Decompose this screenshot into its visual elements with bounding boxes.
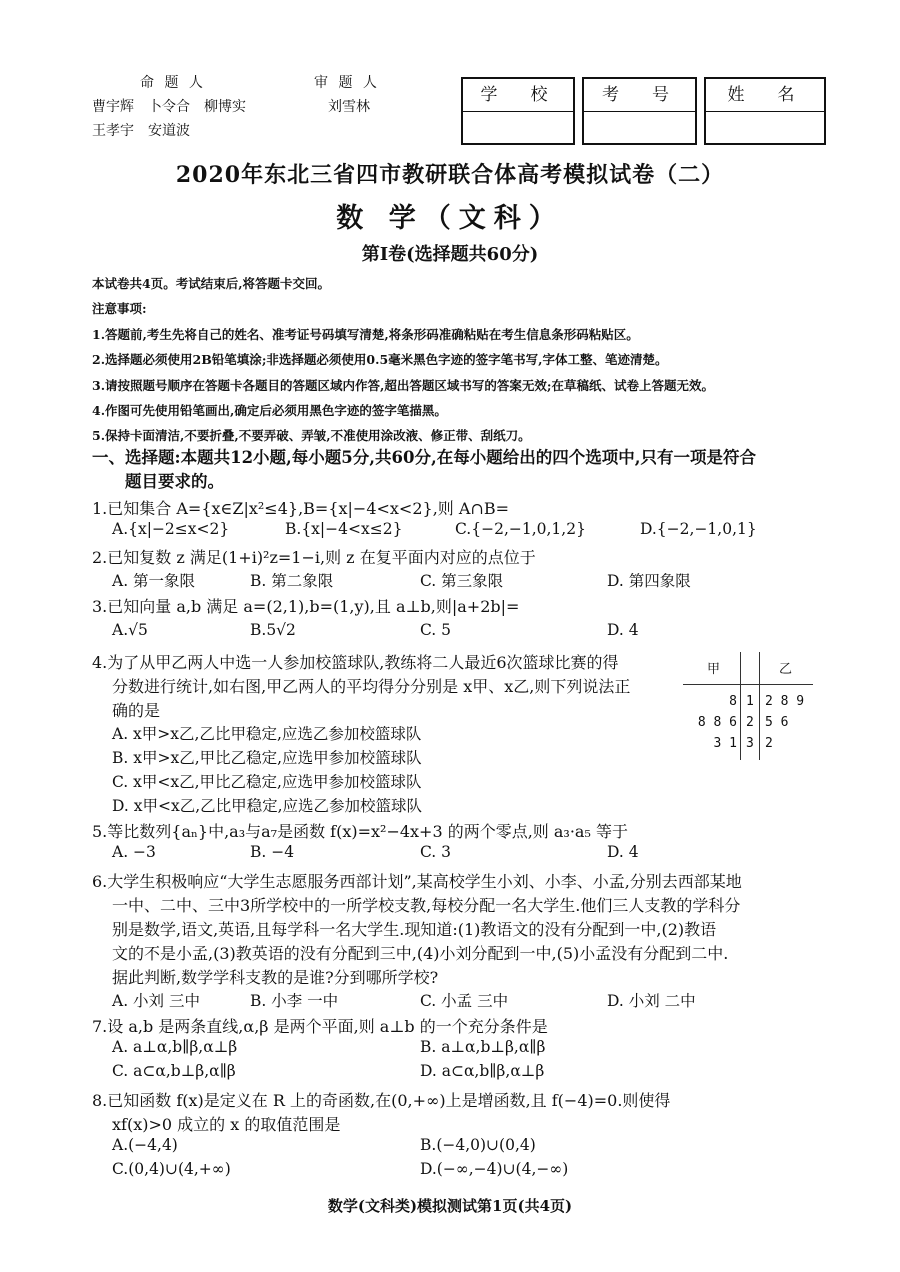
reviewer-label: 审 题 人 [314,75,380,91]
name-label: 姓 名 [706,79,824,112]
plot-divider-right [759,652,760,760]
plot-row2-left: 8 8 6 [697,715,737,730]
plot-row1-right: 2 8 9 [765,694,805,709]
plot-row2-stem: 2 [746,715,754,730]
q1-option-c: C.{−2,−1,0,1,2} [455,520,586,538]
note-item: 3.请按照题号顺序在答题卡各题目的答题区域内作答,超出答题区域书写的答案无效;在草稿纸、试卷上答题无效。 [92,378,715,393]
q8-option-d: D.(−∞,−4)∪(4,−∞) [420,1160,569,1178]
plot-row3-right: 2 [765,736,773,751]
q1-option-a: A.{x|−2≤x<2} [112,520,230,538]
reviewer-name: 刘雪林 [328,99,370,115]
q6-option-b: B. 小李 一中 [250,992,339,1010]
section-heading [92,446,812,494]
q5-option-d: D. 4 [607,843,639,861]
exam-number-label: 考 号 [584,79,695,112]
q6-option-c: C. 小孟 三中 [420,992,509,1010]
plot-row1-stem: 1 [746,694,754,709]
student-info-boxes [461,77,826,145]
q7-option-d: D. a⊂α,b∥β,α⊥β [420,1062,545,1080]
q3-stem: 3.已知向量 a,b 满足 a=(2,1),b=(1,y),且 a⊥b,则|a+2b|= [92,597,520,616]
q6-line1: 6.大学生积极响应“大学生志愿服务西部计划”,某高校学生小刘、小李、小孟,分别去西部某地 [92,872,742,891]
plot-right-label: 乙 [779,662,793,677]
q8-stem-line1: 8.已知函数 f(x)是定义在 R 上的奇函数,在(0,+∞)上是增函数,且 f(−4)=0.则使得 [92,1091,671,1110]
q3-option-b: B.5√2 [250,621,296,639]
q8-option-b: B.(−4,0)∪(0,4) [420,1136,536,1154]
plot-row3-stem: 3 [746,736,754,751]
q6-line3: 别是数学,语文,英语,且每学科一名大学生.现知道:(1)教语文的没有分配到一中,(2)教语 [112,920,717,939]
plot-row1-left: 8 [729,694,737,709]
q3-option-d: D. 4 [607,621,639,639]
notes-intro: 本试卷共4页。考试结束后,将答题卡交回。 [92,276,331,291]
q6-option-a: A. 小刘 三中 [112,992,200,1010]
q4-option-d: D. x甲<x乙,乙比甲稳定,应选乙参加校篮球队 [112,797,423,815]
q2-option-b: B. 第二象限 [250,572,334,590]
q1-stem: 1.已知集合 A={x∈Z|x²≤4},B={x|−4<x<2},则 A∩B= [92,499,509,518]
q5-option-b: B. −4 [250,843,295,861]
q4-stem-line1: 4.为了从甲乙两人中选一人参加校篮球队,教练将二人最近6次篮球比赛的得 [92,653,619,672]
q7-stem: 7.设 a,b 是两条直线,α,β 是两个平面,则 a⊥b 的一个充分条件是 [92,1017,548,1036]
setters-line2: 王孝宇 安道波 [92,123,190,139]
plot-divider-left [740,652,741,760]
q7-option-c: C. a⊂α,b⊥β,α∥β [112,1062,236,1080]
plot-left-label: 甲 [707,662,721,677]
q8-option-a: A.(−4,4) [112,1136,178,1154]
q2-option-c: C. 第三象限 [420,572,504,590]
q8-stem-line2: xf(x)>0 成立的 x 的取值范围是 [112,1115,341,1134]
q8-option-c: C.(0,4)∪(4,+∞) [112,1160,231,1178]
note-item: 5.保持卡面清洁,不要折叠,不要弄破、弄皱,不准使用涂改液、修正带、刮纸刀。 [92,428,531,443]
notes-heading: 注意事项: [92,301,147,316]
note-item: 4.作图可先使用铅笔画出,确定后必须用黑色字迹的签字笔描黑。 [92,403,447,418]
note-item: 2.选择题必须使用2B铅笔填涂;非选择题必须使用0.5毫米黑色字迹的签字笔书写,字体工整、笔迹清楚。 [92,352,668,367]
q5-stem: 5.等比数列{aₙ}中,a₃与a₇是函数 f(x)=x²−4x+3 的两个零点,则 a₃·a₅ 等于 [92,822,628,841]
q7-option-a: A. a⊥α,b∥β,α⊥β [112,1038,238,1056]
section-line2: 题目要求的。 [125,472,224,491]
q2-option-d: D. 第四象限 [607,572,691,590]
q1-option-d: D.{−2,−1,0,1} [640,520,757,538]
q4-option-a: A. x甲>x乙,乙比甲稳定,应选乙参加校篮球队 [112,725,422,743]
q3-option-a: A.√5 [112,621,148,639]
plot-row2-right: 5 6 [765,715,789,730]
school-label: 学 校 [463,79,573,112]
q2-option-a: A. 第一象限 [112,572,196,590]
exam-number-box[interactable] [582,77,697,145]
part-title: 第Ⅰ卷(选择题共60分) [361,244,539,265]
page-footer: 数学(文科类)模拟测试第1页(共4页) [327,1197,573,1215]
exam-title: 2020年东北三省四市教研联合体高考模拟试卷（二） [175,162,725,188]
q7-option-b: B. a⊥α,b⊥β,α∥β [420,1038,546,1056]
plot-header-rule [683,684,813,685]
q1-option-b: B.{x|−4<x≤2} [285,520,403,538]
q2-stem: 2.已知复数 z 满足(1+i)²z=1−i,则 z 在复平面内对应的点位于 [92,548,536,567]
name-box[interactable] [704,77,826,145]
subject-title: 数 学（文科） [336,203,564,234]
school-box[interactable] [461,77,575,145]
q4-option-b: B. x甲>x乙,甲比乙稳定,应选甲参加校篮球队 [112,749,422,767]
stem-leaf-plot [683,652,813,762]
q6-option-d: D. 小刘 二中 [607,992,696,1010]
q4-stem-line2: 分数进行统计,如右图,甲乙两人的平均得分分别是 x甲、x乙,则下列说法正 [112,677,631,696]
q4-stem-line3: 确的是 [112,701,161,720]
setters-line1: 曹宇辉 卜令合 柳博实 [92,99,246,115]
q5-option-a: A. −3 [112,843,156,861]
q6-line2: 一中、二中、三中3所学校中的一所学校支教,每校分配一名大学生.他们三人支教的学科分 [112,896,741,915]
q6-line4: 文的不是小孟,(3)教英语的没有分配到三中,(4)小刘分配到一中,(5)小孟没有分配到二中. [112,944,729,963]
setter-label: 命 题 人 [140,75,206,91]
section-line1: 一、选择题:本题共12小题,每小题5分,共60分,在每小题给出的四个选项中,只有一项是符合 [92,448,756,467]
note-item: 1.答题前,考生先将自己的姓名、准考证号码填写清楚,将条形码准确粘贴在考生信息条形码粘贴区。 [92,327,639,342]
q6-line5: 据此判断,数学学科支教的是谁?分到哪所学校? [112,968,439,987]
q4-option-c: C. x甲<x乙,甲比乙稳定,应选甲参加校篮球队 [112,773,422,791]
q5-option-c: C. 3 [420,843,452,861]
q3-option-c: C. 5 [420,621,452,639]
plot-row3-left: 3 1 [713,736,737,751]
